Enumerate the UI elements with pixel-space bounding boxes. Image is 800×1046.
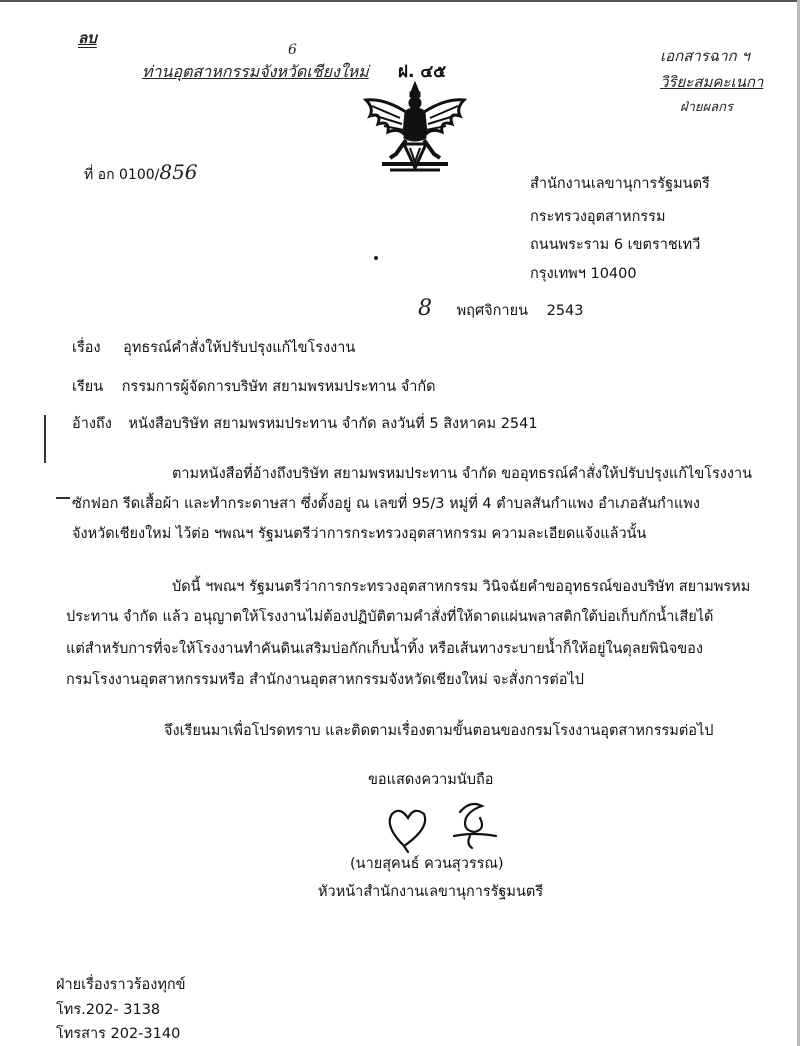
handwritten-mark: ลบ [78, 29, 97, 47]
signatory-title: หัวหน้าสำนักงานเลขานุการรัฐมนตรี [318, 884, 544, 900]
recipient-text: กรรมการผู้จัดการบริษัท สยามพรหมประทาน จำกัด [121, 379, 436, 395]
sender-office: สำนักงานเลขานุการรัฐมนตรี [530, 176, 710, 192]
subject-label: เรื่อง [72, 340, 101, 356]
doc-number [84, 160, 198, 186]
sender-ministry: กระทรวงอุตสาหกรรม [530, 209, 666, 225]
margin-dash-mark [56, 497, 70, 499]
handwritten-right-line2: วิริยะสมคะเนกา [660, 73, 764, 91]
reference-text: หนังสือบริษัท สยามพรหมประทาน จำกัด ลงวันที่ 5 สิงหาคม 2541 [128, 416, 538, 432]
date-day: 8 [418, 296, 432, 321]
subject-text: อุทธรณ์คำสั่งให้ปรับปรุงแก้ไขโรงงาน [123, 340, 356, 356]
date-year: 2543 [546, 303, 584, 319]
margin-pen-mark [44, 415, 46, 463]
recipient-label: เรียน [72, 379, 104, 395]
signatory-name: (นายสุคนธ์ ควนสุวรรณ) [350, 856, 504, 872]
handwritten-signature-icon [374, 796, 514, 856]
paragraph2-line4: กรมโรงงานอุตสาหกรรมหรือ สำนักงานอุตสาหกรรมจังหวัดเชียงใหม่ จะสั่งการต่อไป [66, 672, 584, 688]
garuda-emblem-icon [360, 78, 470, 178]
paragraph2-line3: แต่สำหรับการที่จะให้โรงงานทำคันดินเสริมบ่อกักเก็บน้ำทิ้ง หรือเส้นทางระบายน้ำก็ให้อยู่ในดุลยพินิจของ [66, 641, 703, 657]
handwritten-right-line1: เอกสารฉาก ฯ [660, 47, 750, 65]
date-month: พฤศจิกายน [456, 303, 528, 319]
paragraph1-line1: ตามหนังสือที่อ้างถึงบริษัท สยามพรหมประทาน จำกัด ขออุทธรณ์คำสั่งให้ปรับปรุงแก้ไขโรงงาน [172, 466, 753, 482]
handwritten-note: ท่านอุตสาหกรรมจังหวัดเชียงใหม่ [142, 62, 369, 81]
subject-line [72, 336, 355, 359]
footer-fax: โทรสาร 202-3140 [56, 1026, 181, 1042]
scan-top-edge [0, 0, 800, 2]
paragraph2-line1: บัดนี้ ฯพณฯ รัฐมนตรีว่าการกระทรวงอุตสาหกรรม วินิจฉัยคำขออุทธรณ์ของบริษัท สยามพรหม [172, 579, 751, 595]
sender-road: ถนนพระราม 6 เขตราชเทวี [530, 237, 701, 253]
form-code: ฝ. ๔๕ [398, 62, 447, 82]
handwritten-right-line3: ฝ่ายผลกร [680, 100, 733, 115]
paragraph1-line2: ซักฟอก รีดเสื้อผ้า และทำกระดาษสา ซึ่งตั้งอยู่ ณ เลขที่ 95/3 หมู่ที่ 4 ตำบลสันกำแพง อำเภอสันกำแพง [72, 496, 700, 512]
recipient-line [72, 375, 436, 398]
closing-salutation: ขอแสดงความนับถือ [368, 772, 494, 788]
reference-line [72, 412, 538, 435]
date-line [418, 296, 584, 322]
paragraph1-line3: จังหวัดเชียงใหม่ ไว้ต่อ ฯพณฯ รัฐมนตรีว่าการกระทรวงอุตสาหกรรม ความละเอียดแจ้งแล้วนั้น [72, 526, 647, 542]
paragraph2-line2: ประทาน จำกัด แล้ว อนุญาตให้โรงงานไม่ต้องปฏิบัติตามคำสั่งที่ให้ดาดแผ่นพลาสติกใต้บ่อเก็บกักน้ำเสียได้ [66, 609, 714, 625]
scan-speck [374, 256, 378, 260]
reference-label: อ้างถึง [72, 416, 112, 432]
footer-phone: โทร.202- 3138 [56, 1002, 161, 1018]
sender-city: กรุงเทพฯ 10400 [530, 266, 637, 282]
doc-number-handwritten: 856 [159, 160, 198, 184]
handwritten-number: 6 [288, 42, 297, 58]
footer-department: ฝ่ายเรื่องราวร้องทุกข์ [56, 977, 186, 993]
paragraph3: จึงเรียนมาเพื่อโปรดทราบ และติดตามเรื่องตามขั้นตอนของกรมโรงงานอุตสาหกรรมต่อไป [164, 723, 714, 739]
doc-number-label: ที่ อก 0100/ [84, 167, 160, 183]
